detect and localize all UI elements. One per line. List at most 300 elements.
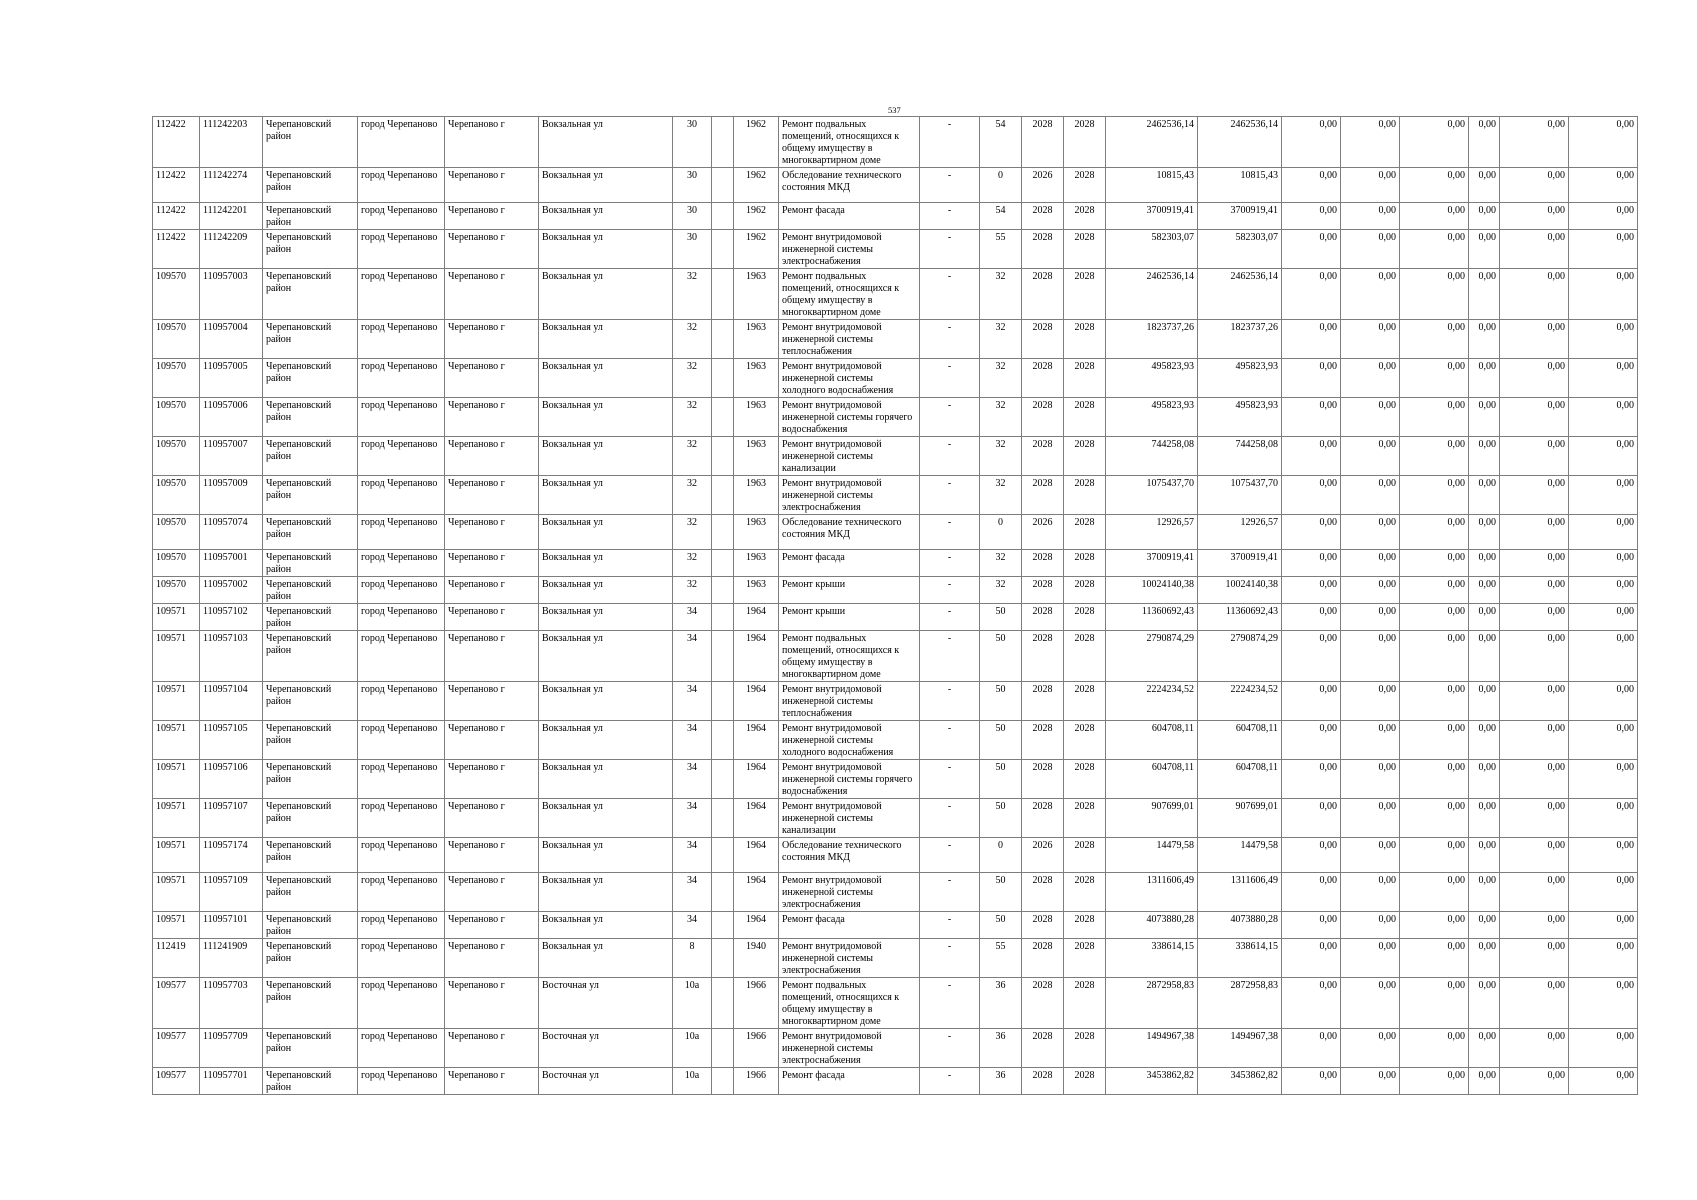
cell-federal-funds: 0,00 bbox=[1282, 359, 1341, 398]
cell-regional-funds: 0,00 bbox=[1341, 873, 1400, 912]
cell-fund-cost: 2462536,14 bbox=[1198, 117, 1282, 168]
cell-federal-funds: 0,00 bbox=[1282, 577, 1341, 604]
table-row bbox=[153, 760, 1638, 799]
cell-house-number: 32 bbox=[673, 476, 712, 515]
cell-work-type: Ремонт внутридомовой инженерной системы электроснабжения bbox=[779, 1029, 920, 1068]
cell-other-funds: 0,00 bbox=[1500, 359, 1569, 398]
cell-municipality: город Черепаново bbox=[358, 230, 445, 269]
cell-other-funds: 0,00 bbox=[1500, 437, 1569, 476]
cell-owner-funds: 0,00 bbox=[1469, 359, 1500, 398]
cell-year-built: 1963 bbox=[734, 550, 779, 577]
cell-wear-percent: 0 bbox=[980, 168, 1022, 203]
cell-street: Восточная ул bbox=[539, 1029, 673, 1068]
cell-wear-percent: 50 bbox=[980, 682, 1022, 721]
cell-local-funds: 0,00 bbox=[1400, 359, 1469, 398]
cell-fund-cost: 2224234,52 bbox=[1198, 682, 1282, 721]
cell-extra-funds: 0,00 bbox=[1569, 359, 1638, 398]
cell-local-funds: 0,00 bbox=[1400, 269, 1469, 320]
cell-owner-funds: 0,00 bbox=[1469, 1029, 1500, 1068]
cell-other-funds: 0,00 bbox=[1500, 168, 1569, 203]
cell-year-built: 1964 bbox=[734, 760, 779, 799]
cell-work-type: Ремонт подвальных помещений, относящихся к общему имуществу в многоквартирном доме bbox=[779, 978, 920, 1029]
cell-federal-funds: 0,00 bbox=[1282, 1029, 1341, 1068]
cell-object-id: 109570 bbox=[153, 515, 200, 550]
cell-fund-cost: 495823,93 bbox=[1198, 398, 1282, 437]
cell-building bbox=[712, 721, 734, 760]
cell-district: Черепановский район bbox=[263, 168, 358, 203]
cell-work-id: 110957703 bbox=[200, 978, 263, 1029]
cell-regional-funds: 0,00 bbox=[1341, 437, 1400, 476]
cell-municipality: город Черепаново bbox=[358, 320, 445, 359]
cell-year-built: 1964 bbox=[734, 721, 779, 760]
cell-work-id: 110957074 bbox=[200, 515, 263, 550]
cell-plan-year: 2028 bbox=[1022, 359, 1064, 398]
cell-owner-funds: 0,00 bbox=[1469, 230, 1500, 269]
cell-federal-funds: 0,00 bbox=[1282, 398, 1341, 437]
cell-fund-cost: 2872958,83 bbox=[1198, 978, 1282, 1029]
cell-locality: Черепаново г bbox=[445, 838, 539, 873]
cell-total-cost: 1311606,49 bbox=[1106, 873, 1198, 912]
cell-plan-year: 2026 bbox=[1022, 838, 1064, 873]
cell-total-cost: 2224234,52 bbox=[1106, 682, 1198, 721]
cell-house-number: 34 bbox=[673, 604, 712, 631]
cell-regional-funds: 0,00 bbox=[1341, 230, 1400, 269]
cell-regional-funds: 0,00 bbox=[1341, 320, 1400, 359]
cell-district: Черепановский район bbox=[263, 873, 358, 912]
cell-end-year: 2028 bbox=[1064, 1068, 1106, 1095]
cell-work-type: Ремонт подвальных помещений, относящихся к общему имуществу в многоквартирном доме bbox=[779, 117, 920, 168]
cell-locality: Черепаново г bbox=[445, 476, 539, 515]
cell-extra-funds: 0,00 bbox=[1569, 1029, 1638, 1068]
cell-other-funds: 0,00 bbox=[1500, 631, 1569, 682]
cell-extra-funds: 0,00 bbox=[1569, 550, 1638, 577]
cell-object-id: 112419 bbox=[153, 939, 200, 978]
cell-plan-year: 2028 bbox=[1022, 577, 1064, 604]
cell-other-funds: 0,00 bbox=[1500, 604, 1569, 631]
table-row bbox=[153, 873, 1638, 912]
cell-object-id: 109571 bbox=[153, 760, 200, 799]
cell-house-number: 32 bbox=[673, 577, 712, 604]
cell-house-number: 34 bbox=[673, 721, 712, 760]
table-row bbox=[153, 682, 1638, 721]
cell-locality: Черепаново г bbox=[445, 117, 539, 168]
cell-fund-cost: 11360692,43 bbox=[1198, 604, 1282, 631]
table-row bbox=[153, 799, 1638, 838]
cell-work-id: 110957004 bbox=[200, 320, 263, 359]
cell-wear-percent: 32 bbox=[980, 320, 1022, 359]
cell-fund-cost: 495823,93 bbox=[1198, 359, 1282, 398]
cell-municipality: город Черепаново bbox=[358, 631, 445, 682]
cell-regional-funds: 0,00 bbox=[1341, 631, 1400, 682]
cell-house-number: 32 bbox=[673, 398, 712, 437]
cell-dash: - bbox=[920, 604, 980, 631]
cell-building bbox=[712, 838, 734, 873]
cell-municipality: город Черепаново bbox=[358, 1029, 445, 1068]
cell-municipality: город Черепаново bbox=[358, 604, 445, 631]
cell-object-id: 112422 bbox=[153, 168, 200, 203]
cell-year-built: 1963 bbox=[734, 359, 779, 398]
cell-wear-percent: 32 bbox=[980, 476, 1022, 515]
cell-total-cost: 582303,07 bbox=[1106, 230, 1198, 269]
cell-work-type: Ремонт внутридомовой инженерной системы теплоснабжения bbox=[779, 682, 920, 721]
cell-fund-cost: 2462536,14 bbox=[1198, 269, 1282, 320]
cell-district: Черепановский район bbox=[263, 604, 358, 631]
cell-local-funds: 0,00 bbox=[1400, 515, 1469, 550]
cell-federal-funds: 0,00 bbox=[1282, 939, 1341, 978]
cell-work-type: Ремонт крыши bbox=[779, 604, 920, 631]
cell-dash: - bbox=[920, 203, 980, 230]
cell-year-built: 1963 bbox=[734, 476, 779, 515]
cell-work-id: 110957106 bbox=[200, 760, 263, 799]
cell-wear-percent: 54 bbox=[980, 117, 1022, 168]
cell-total-cost: 3453862,82 bbox=[1106, 1068, 1198, 1095]
cell-local-funds: 0,00 bbox=[1400, 721, 1469, 760]
cell-district: Черепановский район bbox=[263, 912, 358, 939]
cell-total-cost: 3700919,41 bbox=[1106, 203, 1198, 230]
cell-total-cost: 1075437,70 bbox=[1106, 476, 1198, 515]
cell-other-funds: 0,00 bbox=[1500, 577, 1569, 604]
cell-municipality: город Черепаново bbox=[358, 515, 445, 550]
cell-building bbox=[712, 873, 734, 912]
cell-plan-year: 2028 bbox=[1022, 398, 1064, 437]
cell-wear-percent: 54 bbox=[980, 203, 1022, 230]
cell-owner-funds: 0,00 bbox=[1469, 476, 1500, 515]
cell-other-funds: 0,00 bbox=[1500, 978, 1569, 1029]
cell-extra-funds: 0,00 bbox=[1569, 515, 1638, 550]
cell-regional-funds: 0,00 bbox=[1341, 838, 1400, 873]
cell-year-built: 1962 bbox=[734, 230, 779, 269]
cell-work-id: 110957107 bbox=[200, 799, 263, 838]
table-row bbox=[153, 168, 1638, 203]
cell-owner-funds: 0,00 bbox=[1469, 168, 1500, 203]
cell-wear-percent: 36 bbox=[980, 1029, 1022, 1068]
table-row bbox=[153, 604, 1638, 631]
cell-local-funds: 0,00 bbox=[1400, 978, 1469, 1029]
cell-house-number: 34 bbox=[673, 799, 712, 838]
cell-work-id: 110957002 bbox=[200, 577, 263, 604]
cell-year-built: 1964 bbox=[734, 873, 779, 912]
cell-extra-funds: 0,00 bbox=[1569, 604, 1638, 631]
cell-extra-funds: 0,00 bbox=[1569, 203, 1638, 230]
cell-street: Вокзальная ул bbox=[539, 320, 673, 359]
cell-district: Черепановский район bbox=[263, 515, 358, 550]
cell-federal-funds: 0,00 bbox=[1282, 912, 1341, 939]
cell-street: Вокзальная ул bbox=[539, 398, 673, 437]
cell-locality: Черепаново г bbox=[445, 939, 539, 978]
cell-work-type: Ремонт внутридомовой инженерной системы электроснабжения bbox=[779, 939, 920, 978]
cell-district: Черепановский район bbox=[263, 398, 358, 437]
cell-plan-year: 2028 bbox=[1022, 203, 1064, 230]
cell-other-funds: 0,00 bbox=[1500, 760, 1569, 799]
cell-year-built: 1940 bbox=[734, 939, 779, 978]
cell-locality: Черепаново г bbox=[445, 550, 539, 577]
cell-fund-cost: 907699,01 bbox=[1198, 799, 1282, 838]
cell-house-number: 34 bbox=[673, 873, 712, 912]
cell-work-id: 110957005 bbox=[200, 359, 263, 398]
cell-house-number: 34 bbox=[673, 682, 712, 721]
cell-other-funds: 0,00 bbox=[1500, 799, 1569, 838]
cell-other-funds: 0,00 bbox=[1500, 682, 1569, 721]
cell-wear-percent: 50 bbox=[980, 760, 1022, 799]
cell-federal-funds: 0,00 bbox=[1282, 515, 1341, 550]
cell-fund-cost: 3700919,41 bbox=[1198, 550, 1282, 577]
cell-plan-year: 2028 bbox=[1022, 760, 1064, 799]
cell-street: Вокзальная ул bbox=[539, 476, 673, 515]
cell-regional-funds: 0,00 bbox=[1341, 577, 1400, 604]
cell-object-id: 109571 bbox=[153, 631, 200, 682]
cell-local-funds: 0,00 bbox=[1400, 760, 1469, 799]
cell-district: Черепановский район bbox=[263, 320, 358, 359]
cell-building bbox=[712, 1029, 734, 1068]
cell-other-funds: 0,00 bbox=[1500, 1068, 1569, 1095]
table-row bbox=[153, 359, 1638, 398]
cell-house-number: 30 bbox=[673, 203, 712, 230]
cell-street: Вокзальная ул bbox=[539, 721, 673, 760]
cell-district: Черепановский район bbox=[263, 838, 358, 873]
cell-federal-funds: 0,00 bbox=[1282, 1068, 1341, 1095]
cell-extra-funds: 0,00 bbox=[1569, 269, 1638, 320]
cell-object-id: 109571 bbox=[153, 799, 200, 838]
table-row bbox=[153, 1068, 1638, 1095]
table-row bbox=[153, 230, 1638, 269]
cell-local-funds: 0,00 bbox=[1400, 230, 1469, 269]
cell-total-cost: 14479,58 bbox=[1106, 838, 1198, 873]
cell-dash: - bbox=[920, 437, 980, 476]
cell-federal-funds: 0,00 bbox=[1282, 230, 1341, 269]
cell-other-funds: 0,00 bbox=[1500, 269, 1569, 320]
cell-extra-funds: 0,00 bbox=[1569, 912, 1638, 939]
cell-work-id: 110957101 bbox=[200, 912, 263, 939]
cell-wear-percent: 32 bbox=[980, 437, 1022, 476]
cell-work-id: 110957104 bbox=[200, 682, 263, 721]
cell-extra-funds: 0,00 bbox=[1569, 939, 1638, 978]
cell-owner-funds: 0,00 bbox=[1469, 912, 1500, 939]
cell-fund-cost: 2790874,29 bbox=[1198, 631, 1282, 682]
cell-plan-year: 2028 bbox=[1022, 437, 1064, 476]
cell-dash: - bbox=[920, 1068, 980, 1095]
cell-plan-year: 2028 bbox=[1022, 1068, 1064, 1095]
cell-street: Вокзальная ул bbox=[539, 631, 673, 682]
cell-fund-cost: 582303,07 bbox=[1198, 230, 1282, 269]
cell-end-year: 2028 bbox=[1064, 359, 1106, 398]
cell-house-number: 34 bbox=[673, 912, 712, 939]
cell-local-funds: 0,00 bbox=[1400, 682, 1469, 721]
cell-work-id: 111242274 bbox=[200, 168, 263, 203]
cell-other-funds: 0,00 bbox=[1500, 912, 1569, 939]
cell-regional-funds: 0,00 bbox=[1341, 269, 1400, 320]
cell-plan-year: 2028 bbox=[1022, 912, 1064, 939]
cell-year-built: 1962 bbox=[734, 203, 779, 230]
cell-building bbox=[712, 230, 734, 269]
cell-end-year: 2028 bbox=[1064, 230, 1106, 269]
cell-locality: Черепаново г bbox=[445, 437, 539, 476]
cell-year-built: 1963 bbox=[734, 269, 779, 320]
cell-plan-year: 2028 bbox=[1022, 230, 1064, 269]
cell-total-cost: 10024140,38 bbox=[1106, 577, 1198, 604]
cell-regional-funds: 0,00 bbox=[1341, 939, 1400, 978]
cell-end-year: 2028 bbox=[1064, 550, 1106, 577]
cell-year-built: 1963 bbox=[734, 398, 779, 437]
cell-total-cost: 2462536,14 bbox=[1106, 117, 1198, 168]
cell-building bbox=[712, 760, 734, 799]
cell-district: Черепановский район bbox=[263, 721, 358, 760]
cell-street: Восточная ул bbox=[539, 1068, 673, 1095]
cell-owner-funds: 0,00 bbox=[1469, 939, 1500, 978]
cell-dash: - bbox=[920, 398, 980, 437]
cell-local-funds: 0,00 bbox=[1400, 117, 1469, 168]
cell-house-number: 34 bbox=[673, 838, 712, 873]
cell-owner-funds: 0,00 bbox=[1469, 515, 1500, 550]
page-number: 537 bbox=[888, 105, 901, 115]
cell-extra-funds: 0,00 bbox=[1569, 838, 1638, 873]
cell-work-type: Ремонт внутридомовой инженерной системы холодного водоснабжения bbox=[779, 721, 920, 760]
cell-locality: Черепаново г bbox=[445, 760, 539, 799]
cell-work-id: 110957709 bbox=[200, 1029, 263, 1068]
cell-wear-percent: 50 bbox=[980, 799, 1022, 838]
cell-federal-funds: 0,00 bbox=[1282, 838, 1341, 873]
cell-street: Вокзальная ул bbox=[539, 515, 673, 550]
cell-work-id: 110957102 bbox=[200, 604, 263, 631]
cell-object-id: 109577 bbox=[153, 1029, 200, 1068]
cell-other-funds: 0,00 bbox=[1500, 873, 1569, 912]
cell-object-id: 109570 bbox=[153, 476, 200, 515]
cell-fund-cost: 4073880,28 bbox=[1198, 912, 1282, 939]
cell-wear-percent: 32 bbox=[980, 577, 1022, 604]
cell-year-built: 1963 bbox=[734, 320, 779, 359]
cell-regional-funds: 0,00 bbox=[1341, 799, 1400, 838]
cell-object-id: 109577 bbox=[153, 1068, 200, 1095]
cell-street: Вокзальная ул bbox=[539, 203, 673, 230]
table-row bbox=[153, 515, 1638, 550]
cell-year-built: 1964 bbox=[734, 799, 779, 838]
cell-house-number: 8 bbox=[673, 939, 712, 978]
cell-regional-funds: 0,00 bbox=[1341, 721, 1400, 760]
cell-wear-percent: 0 bbox=[980, 838, 1022, 873]
cell-fund-cost: 1823737,26 bbox=[1198, 320, 1282, 359]
cell-locality: Черепаново г bbox=[445, 631, 539, 682]
cell-building bbox=[712, 1068, 734, 1095]
cell-work-type: Обследование технического состояния МКД bbox=[779, 838, 920, 873]
cell-work-id: 110957009 bbox=[200, 476, 263, 515]
cell-plan-year: 2028 bbox=[1022, 117, 1064, 168]
cell-total-cost: 2872958,83 bbox=[1106, 978, 1198, 1029]
table-row bbox=[153, 631, 1638, 682]
cell-house-number: 30 bbox=[673, 168, 712, 203]
cell-house-number: 32 bbox=[673, 320, 712, 359]
cell-end-year: 2028 bbox=[1064, 476, 1106, 515]
cell-district: Черепановский район bbox=[263, 1068, 358, 1095]
cell-regional-funds: 0,00 bbox=[1341, 359, 1400, 398]
cell-locality: Черепаново г bbox=[445, 799, 539, 838]
cell-municipality: город Черепаново bbox=[358, 873, 445, 912]
cell-plan-year: 2028 bbox=[1022, 682, 1064, 721]
cell-work-id: 110957006 bbox=[200, 398, 263, 437]
cell-locality: Черепаново г bbox=[445, 359, 539, 398]
cell-plan-year: 2028 bbox=[1022, 269, 1064, 320]
cell-district: Черепановский район bbox=[263, 631, 358, 682]
cell-work-type: Ремонт фасада bbox=[779, 1068, 920, 1095]
cell-work-type: Обследование технического состояния МКД bbox=[779, 168, 920, 203]
cell-building bbox=[712, 515, 734, 550]
cell-total-cost: 604708,11 bbox=[1106, 760, 1198, 799]
cell-fund-cost: 10815,43 bbox=[1198, 168, 1282, 203]
cell-year-built: 1963 bbox=[734, 515, 779, 550]
cell-municipality: город Черепаново bbox=[358, 1068, 445, 1095]
cell-end-year: 2028 bbox=[1064, 604, 1106, 631]
cell-total-cost: 338614,15 bbox=[1106, 939, 1198, 978]
cell-owner-funds: 0,00 bbox=[1469, 760, 1500, 799]
cell-dash: - bbox=[920, 939, 980, 978]
cell-municipality: город Черепаново bbox=[358, 437, 445, 476]
cell-municipality: город Черепаново bbox=[358, 978, 445, 1029]
cell-house-number: 34 bbox=[673, 631, 712, 682]
cell-wear-percent: 50 bbox=[980, 912, 1022, 939]
cell-locality: Черепаново г bbox=[445, 721, 539, 760]
cell-end-year: 2028 bbox=[1064, 168, 1106, 203]
cell-work-id: 110957007 bbox=[200, 437, 263, 476]
table-row bbox=[153, 269, 1638, 320]
cell-plan-year: 2028 bbox=[1022, 939, 1064, 978]
cell-plan-year: 2028 bbox=[1022, 873, 1064, 912]
cell-work-id: 110957109 bbox=[200, 873, 263, 912]
cell-end-year: 2028 bbox=[1064, 437, 1106, 476]
cell-street: Вокзальная ул bbox=[539, 604, 673, 631]
cell-end-year: 2028 bbox=[1064, 117, 1106, 168]
cell-extra-funds: 0,00 bbox=[1569, 1068, 1638, 1095]
cell-total-cost: 907699,01 bbox=[1106, 799, 1198, 838]
cell-owner-funds: 0,00 bbox=[1469, 799, 1500, 838]
cell-total-cost: 495823,93 bbox=[1106, 359, 1198, 398]
cell-street: Вокзальная ул bbox=[539, 577, 673, 604]
cell-local-funds: 0,00 bbox=[1400, 476, 1469, 515]
cell-building bbox=[712, 799, 734, 838]
cell-object-id: 109570 bbox=[153, 437, 200, 476]
cell-work-id: 110957103 bbox=[200, 631, 263, 682]
cell-fund-cost: 1075437,70 bbox=[1198, 476, 1282, 515]
cell-plan-year: 2028 bbox=[1022, 1029, 1064, 1068]
cell-wear-percent: 50 bbox=[980, 721, 1022, 760]
cell-local-funds: 0,00 bbox=[1400, 873, 1469, 912]
cell-district: Черепановский район bbox=[263, 269, 358, 320]
cell-house-number: 10а bbox=[673, 1068, 712, 1095]
cell-year-built: 1964 bbox=[734, 604, 779, 631]
cell-municipality: город Черепаново bbox=[358, 269, 445, 320]
cell-object-id: 109571 bbox=[153, 721, 200, 760]
cell-object-id: 109571 bbox=[153, 838, 200, 873]
cell-total-cost: 4073880,28 bbox=[1106, 912, 1198, 939]
cell-end-year: 2028 bbox=[1064, 320, 1106, 359]
cell-owner-funds: 0,00 bbox=[1469, 1068, 1500, 1095]
cell-federal-funds: 0,00 bbox=[1282, 437, 1341, 476]
cell-plan-year: 2028 bbox=[1022, 550, 1064, 577]
cell-regional-funds: 0,00 bbox=[1341, 604, 1400, 631]
cell-building bbox=[712, 359, 734, 398]
cell-dash: - bbox=[920, 269, 980, 320]
cell-end-year: 2028 bbox=[1064, 978, 1106, 1029]
table-body bbox=[153, 117, 1638, 1095]
cell-dash: - bbox=[920, 515, 980, 550]
cell-end-year: 2028 bbox=[1064, 939, 1106, 978]
cell-local-funds: 0,00 bbox=[1400, 550, 1469, 577]
cell-object-id: 112422 bbox=[153, 203, 200, 230]
cell-wear-percent: 36 bbox=[980, 978, 1022, 1029]
cell-work-type: Ремонт внутридомовой инженерной системы электроснабжения bbox=[779, 476, 920, 515]
cell-locality: Черепаново г bbox=[445, 682, 539, 721]
cell-street: Вокзальная ул bbox=[539, 437, 673, 476]
cell-object-id: 109570 bbox=[153, 577, 200, 604]
cell-other-funds: 0,00 bbox=[1500, 1029, 1569, 1068]
cell-municipality: город Черепаново bbox=[358, 398, 445, 437]
